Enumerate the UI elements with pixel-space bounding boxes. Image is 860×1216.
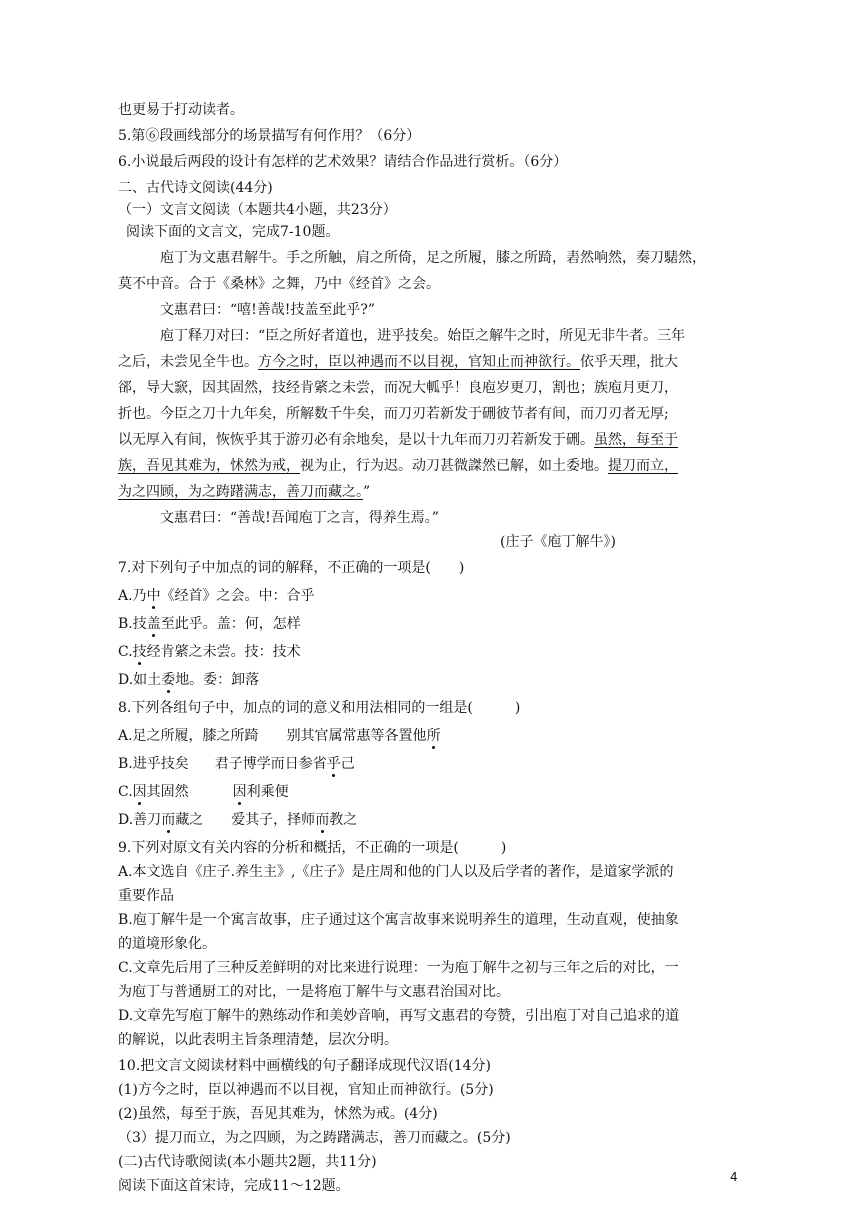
text-segment: C. xyxy=(118,784,133,800)
text-segment: 至此乎。盖：何，怎样 xyxy=(160,616,301,632)
underlined-sentence: 族，吾见其难为，怵然为戒， xyxy=(118,458,300,474)
option-9d: D.文章先写庖丁解牛的熟练动作和美妙音响，再写文惠君的夸赞，引出庖丁对自己追求的道 xyxy=(118,1008,680,1024)
option-9b: B.庖丁解牛是一个寓言故事，庄子通过这个寓言故事来说明养生的道理，生动直观，使抽象 xyxy=(118,912,679,928)
page-number: 4 xyxy=(730,1170,738,1184)
question-6: 6.小说最后两段的设计有怎样的艺术效果？请结合作品进行赏析。（6分） xyxy=(118,154,568,170)
text-segment: 地。委：卸落 xyxy=(175,672,260,688)
underlined-sentence: 提刀而立， xyxy=(608,458,678,474)
text-segment: D.如土 xyxy=(118,672,162,688)
underlined-sentence: 为之四顾，为之踌躇满志，善刀而藏之。 xyxy=(118,484,363,500)
text-segment: 《经首》之会。中：合乎 xyxy=(160,588,315,604)
text-segment: 别其官属常惠等各置他 xyxy=(286,728,427,744)
option-9a-cont: 重要作品 xyxy=(118,888,174,904)
text-segment: B.进乎技矣 xyxy=(118,756,189,772)
option-9c-cont: 为庖丁与普通厨工的对比，一是将庖丁解牛与文惠君治国对比。 xyxy=(118,984,510,1000)
option-8b xyxy=(118,754,355,774)
passage-line xyxy=(118,482,370,502)
passage-line xyxy=(118,456,678,476)
text-line: 也更易于打动读者。 xyxy=(118,102,244,118)
text-segment: D.善刀 xyxy=(118,812,162,828)
question-10-2: (2)虽然，每至于族，吾见其难为，怵然为戒。(4分) xyxy=(118,1106,438,1122)
text-segment: ” xyxy=(363,484,371,500)
text-segment: 其固然 xyxy=(146,784,189,800)
dotted-word: 盖 xyxy=(146,616,161,632)
dotted-word: 委 xyxy=(161,672,176,688)
dotted-word: 技 xyxy=(132,644,147,660)
question-8: 8.下列各组句子中，加点的词的意义和用法相同的一组是( ) xyxy=(118,700,521,716)
passage-line: 郤，导大窾，因其固然，技经肯綮之未尝，而况大軱乎！良庖岁更刀，割也；族庖月更刀， xyxy=(118,380,678,396)
text-segment: 利乘便 xyxy=(246,784,289,800)
instruction-line: 阅读下面的文言文，完成7-10题。 xyxy=(126,224,340,240)
option-9a: A.本文选自《庄子.养生主》,《庄子》是庄周和他的门人以及后学者的著作，是道家学派的 xyxy=(118,864,674,880)
option-8c xyxy=(118,782,289,802)
underlined-sentence: 虽然，每至于 xyxy=(594,432,678,448)
underlined-sentence: 方今之时，臣以神遇而不以目视，官知止而神欲行。 xyxy=(258,354,580,370)
dotted-word: 因 xyxy=(232,784,247,800)
text-segment: A.足之所履，膝之所踦 xyxy=(118,728,259,744)
dotted-word: 而 xyxy=(161,812,176,828)
text-segment: B.技 xyxy=(118,616,147,632)
question-10-1: (1)方今之时，臣以神遇而不以目视，官知止而神欲行。(5分) xyxy=(118,1082,494,1098)
option-7d xyxy=(118,670,259,690)
option-9b-cont: 的道境形象化。 xyxy=(118,936,216,952)
question-9: 9.下列对原文有关内容的分析和概括，不正确的一项是( ) xyxy=(118,840,507,856)
option-9c: C.文章先后用了三种反差鲜明的对比来进行说理：一为庖丁解牛之初与三年之后的对比，一 xyxy=(118,960,679,976)
text-segment: 己 xyxy=(340,756,355,772)
text-segment: 君子博学而日参省 xyxy=(214,756,327,772)
dotted-word: 所 xyxy=(426,728,441,744)
passage-line: 折也。今臣之刀十九年矣，所解数千牛矣，而刀刃若新发于硎彼节者有间，而刀刃者无厚; xyxy=(118,406,669,422)
subsection-heading: （一）文言文阅读（本题共4小题，共23分） xyxy=(118,202,397,218)
instruction-line: 阅读下面这首宋诗，完成11～12题。 xyxy=(118,1178,350,1194)
option-8a xyxy=(118,726,441,746)
text-segment: 以无厚入有间，恢恢乎其于游刃必有余地矣，是以十九年而刀刃若新发于硎。 xyxy=(118,432,594,448)
question-5: 5.第⑥段画线部分的场景描写有何作用？（6分） xyxy=(118,128,421,144)
option-7a xyxy=(118,586,315,606)
passage-line: 庖丁释刀对曰：“臣之所好者道也，进乎技矣。始臣之解牛之时，所见无非牛者。三年 xyxy=(160,328,686,344)
option-7c xyxy=(118,642,301,662)
option-7b xyxy=(118,614,301,634)
text-segment: 藏之 xyxy=(175,812,204,828)
text-segment: 依乎天理，批大 xyxy=(580,354,678,370)
passage-line: 莫不中音。合于《桑林》之舞，乃中《经首》之会。 xyxy=(118,276,440,292)
text-segment: 教之 xyxy=(329,812,358,828)
source-citation: (庄子《庖丁解牛》) xyxy=(500,534,616,550)
passage-line: 庖丁为文惠君解牛。手之所触，肩之所倚，足之所履，膝之所踦，砉然响然，奏刀騞然， xyxy=(160,250,706,266)
dotted-word: 乎 xyxy=(326,756,341,772)
question-10: 10.把文言文阅读材料中画横线的句子翻译成现代汉语(14分) xyxy=(118,1058,492,1074)
dotted-word: 而 xyxy=(315,812,330,828)
dotted-word: 中 xyxy=(146,588,161,604)
option-8d xyxy=(118,810,357,830)
passage-line xyxy=(118,352,678,372)
text-segment: 之后，未尝见全牛也。 xyxy=(118,354,258,370)
subsection-heading: (二)古代诗歌阅读(本小题共2题，共11分) xyxy=(118,1154,377,1170)
passage-line: 文惠君曰：“善哉!吾闻庖丁之言，得养生焉。” xyxy=(160,510,439,526)
text-segment: 视为止，行为迟。动刀甚微謋然已解，如土委地。 xyxy=(300,458,608,474)
text-segment: 爱其子，择师 xyxy=(231,812,316,828)
text-segment: A.乃 xyxy=(118,588,147,604)
option-9d-cont: 的解说，以此表明主旨条理清楚，层次分明。 xyxy=(118,1032,398,1048)
question-10-3: （3）提刀而立，为之四顾，为之踌躇满志，善刀而藏之。(5分) xyxy=(118,1130,511,1146)
text-segment: 经肯綮之未尝。技：技术 xyxy=(146,644,301,660)
question-7: 7.对下列句子中加点的词的解释，不正确的一项是( ) xyxy=(118,560,465,576)
section-heading: 二、古代诗文阅读(44分) xyxy=(118,180,273,196)
text-segment: C. xyxy=(118,644,133,660)
passage-line xyxy=(118,430,678,450)
passage-line: 文惠君曰：“嘻!善哉!技盖至此乎?” xyxy=(160,302,376,318)
dotted-word: 因 xyxy=(132,784,147,800)
